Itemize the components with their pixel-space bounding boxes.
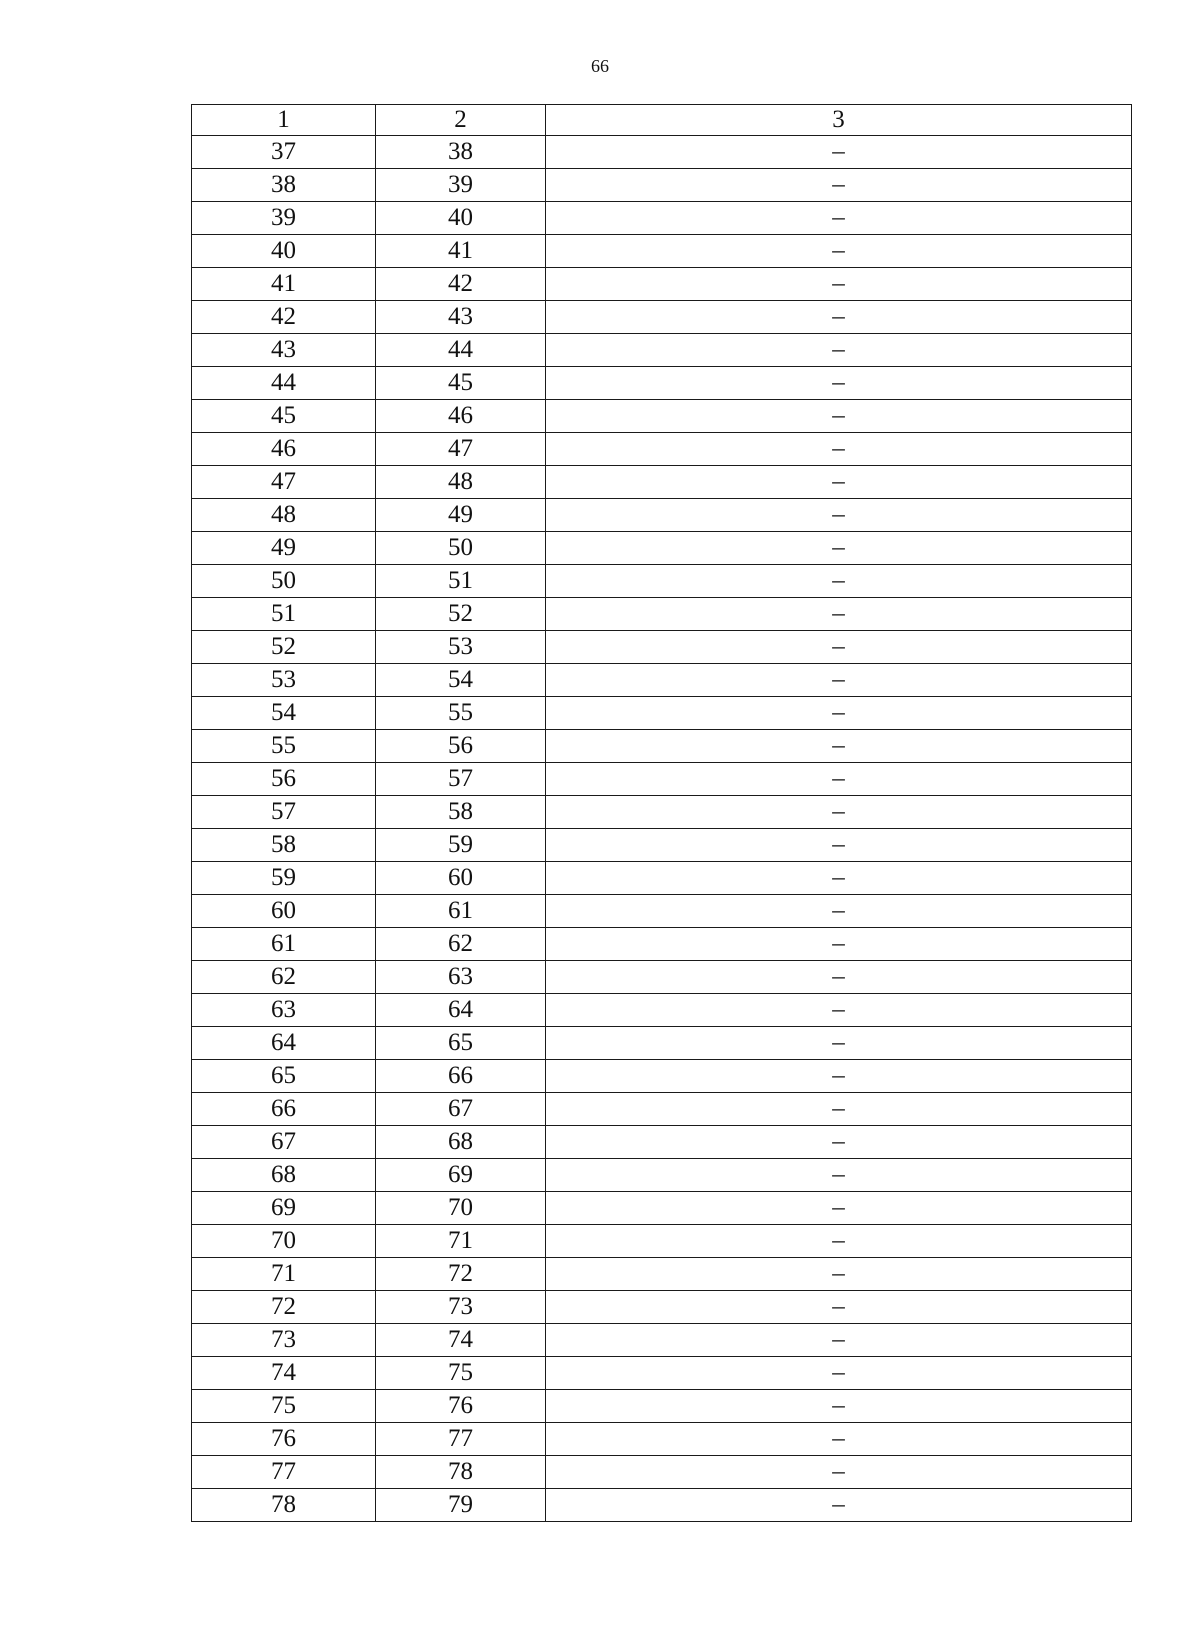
table-row <box>192 1027 1132 1060</box>
table-cell-col-1: 60 <box>192 895 376 928</box>
table-cell-col-3: – <box>546 466 1132 499</box>
table-row <box>192 1456 1132 1489</box>
table-cell-col-2: 73 <box>376 1291 546 1324</box>
table-row <box>192 1192 1132 1225</box>
table-cell-col-1: 42 <box>192 301 376 334</box>
table-cell-col-1: 51 <box>192 598 376 631</box>
table-row <box>192 235 1132 268</box>
table-cell-col-3: – <box>546 1258 1132 1291</box>
table-row <box>192 466 1132 499</box>
table-cell-col-1: 65 <box>192 1060 376 1093</box>
table-cell-col-2: 44 <box>376 334 546 367</box>
table-cell-col-2: 57 <box>376 763 546 796</box>
table-row <box>192 1291 1132 1324</box>
table-cell-col-3: – <box>546 565 1132 598</box>
table-row <box>192 301 1132 334</box>
table-row <box>192 1225 1132 1258</box>
table-cell-col-2: 78 <box>376 1456 546 1489</box>
table-row <box>192 400 1132 433</box>
table-cell-col-1: 50 <box>192 565 376 598</box>
table-cell-col-3: – <box>546 1456 1132 1489</box>
table-cell-col-1: 78 <box>192 1489 376 1522</box>
table-cell-col-3: – <box>546 730 1132 763</box>
table-cell-col-1: 63 <box>192 994 376 1027</box>
table-cell-col-2: 75 <box>376 1357 546 1390</box>
table-cell-col-2: 51 <box>376 565 546 598</box>
table-cell-col-1: 57 <box>192 796 376 829</box>
table-cell-col-2: 66 <box>376 1060 546 1093</box>
table-header <box>192 105 1132 136</box>
table-cell-col-2: 65 <box>376 1027 546 1060</box>
table-cell-col-2: 45 <box>376 367 546 400</box>
table-cell-col-1: 49 <box>192 532 376 565</box>
table-cell-col-2: 40 <box>376 202 546 235</box>
table-cell-col-3: – <box>546 862 1132 895</box>
table-cell-col-3: – <box>546 1357 1132 1390</box>
table-row <box>192 928 1132 961</box>
table-cell-col-1: 58 <box>192 829 376 862</box>
table-cell-col-2: 39 <box>376 169 546 202</box>
table-cell-col-2: 59 <box>376 829 546 862</box>
table-body <box>192 136 1132 1522</box>
table-cell-col-2: 49 <box>376 499 546 532</box>
table-row <box>192 763 1132 796</box>
table-row <box>192 829 1132 862</box>
table-row <box>192 796 1132 829</box>
table-cell-col-1: 69 <box>192 1192 376 1225</box>
table-cell-col-1: 74 <box>192 1357 376 1390</box>
table-cell-col-3: – <box>546 1489 1132 1522</box>
table-cell-col-1: 68 <box>192 1159 376 1192</box>
table-cell-col-2: 53 <box>376 631 546 664</box>
table-cell-col-3: – <box>546 1225 1132 1258</box>
table-cell-col-1: 55 <box>192 730 376 763</box>
table-cell-col-1: 66 <box>192 1093 376 1126</box>
table-row <box>192 136 1132 169</box>
table-row <box>192 598 1132 631</box>
column-header-3: 3 <box>546 105 1132 136</box>
table-cell-col-1: 76 <box>192 1423 376 1456</box>
table-cell-col-3: – <box>546 1027 1132 1060</box>
table-cell-col-1: 77 <box>192 1456 376 1489</box>
table-cell-col-1: 75 <box>192 1390 376 1423</box>
table-cell-col-3: – <box>546 334 1132 367</box>
table-cell-col-3: – <box>546 1060 1132 1093</box>
table-cell-col-2: 38 <box>376 136 546 169</box>
table-row <box>192 202 1132 235</box>
table-cell-col-3: – <box>546 598 1132 631</box>
table-cell-col-1: 39 <box>192 202 376 235</box>
table-cell-col-3: – <box>546 1291 1132 1324</box>
table-row <box>192 664 1132 697</box>
table-row <box>192 1093 1132 1126</box>
table-cell-col-3: – <box>546 796 1132 829</box>
table-cell-col-2: 54 <box>376 664 546 697</box>
table-cell-col-1: 59 <box>192 862 376 895</box>
table-row <box>192 1489 1132 1522</box>
table-cell-col-2: 76 <box>376 1390 546 1423</box>
table-cell-col-1: 53 <box>192 664 376 697</box>
table-cell-col-1: 71 <box>192 1258 376 1291</box>
table-cell-col-3: – <box>546 631 1132 664</box>
table-row <box>192 1258 1132 1291</box>
table-cell-col-2: 69 <box>376 1159 546 1192</box>
table-row <box>192 169 1132 202</box>
table-row <box>192 499 1132 532</box>
table-cell-col-2: 50 <box>376 532 546 565</box>
table-cell-col-3: – <box>546 235 1132 268</box>
table-cell-col-2: 55 <box>376 697 546 730</box>
table-cell-col-1: 62 <box>192 961 376 994</box>
table-cell-col-3: – <box>546 829 1132 862</box>
table-cell-col-1: 64 <box>192 1027 376 1060</box>
table-cell-col-2: 47 <box>376 433 546 466</box>
table-row <box>192 1126 1132 1159</box>
table-cell-col-3: – <box>546 301 1132 334</box>
table-cell-col-2: 42 <box>376 268 546 301</box>
table-cell-col-2: 60 <box>376 862 546 895</box>
table-row <box>192 895 1132 928</box>
table-row <box>192 532 1132 565</box>
table-cell-col-1: 44 <box>192 367 376 400</box>
table-cell-col-2: 74 <box>376 1324 546 1357</box>
table-cell-col-1: 61 <box>192 928 376 961</box>
table-row <box>192 862 1132 895</box>
table-cell-col-1: 52 <box>192 631 376 664</box>
table-cell-col-3: – <box>546 928 1132 961</box>
table-cell-col-3: – <box>546 1423 1132 1456</box>
table-row <box>192 334 1132 367</box>
table-cell-col-2: 67 <box>376 1093 546 1126</box>
table-row <box>192 433 1132 466</box>
table-cell-col-3: – <box>546 697 1132 730</box>
table-cell-col-2: 70 <box>376 1192 546 1225</box>
table-cell-col-3: – <box>546 1192 1132 1225</box>
column-header-1: 1 <box>192 105 376 136</box>
table-cell-col-1: 56 <box>192 763 376 796</box>
table-row <box>192 1060 1132 1093</box>
table-cell-col-3: – <box>546 367 1132 400</box>
table-cell-col-3: – <box>546 400 1132 433</box>
table-cell-col-2: 64 <box>376 994 546 1027</box>
table-row <box>192 1324 1132 1357</box>
table-row <box>192 1390 1132 1423</box>
table-cell-col-3: – <box>546 994 1132 1027</box>
table-cell-col-3: – <box>546 1390 1132 1423</box>
table-header-row <box>192 105 1132 136</box>
table-cell-col-1: 45 <box>192 400 376 433</box>
table-cell-col-3: – <box>546 1324 1132 1357</box>
table-row <box>192 1423 1132 1456</box>
table-cell-col-3: – <box>546 202 1132 235</box>
table-row <box>192 730 1132 763</box>
table-cell-col-3: – <box>546 136 1132 169</box>
table-row <box>192 268 1132 301</box>
table-cell-col-2: 72 <box>376 1258 546 1291</box>
table-cell-col-1: 54 <box>192 697 376 730</box>
table-cell-col-1: 73 <box>192 1324 376 1357</box>
data-table <box>191 104 1132 1522</box>
page-number: 66 <box>591 56 609 76</box>
table-cell-col-1: 72 <box>192 1291 376 1324</box>
table-cell-col-2: 46 <box>376 400 546 433</box>
table-cell-col-3: – <box>546 1159 1132 1192</box>
table-cell-col-3: – <box>546 895 1132 928</box>
table-cell-col-2: 52 <box>376 598 546 631</box>
table-cell-col-3: – <box>546 664 1132 697</box>
table-cell-col-2: 79 <box>376 1489 546 1522</box>
table-row <box>192 961 1132 994</box>
table-cell-col-2: 58 <box>376 796 546 829</box>
table-cell-col-3: – <box>546 763 1132 796</box>
table-cell-col-1: 40 <box>192 235 376 268</box>
table-cell-col-1: 37 <box>192 136 376 169</box>
table-cell-col-3: – <box>546 1093 1132 1126</box>
table-row <box>192 994 1132 1027</box>
table-cell-col-2: 71 <box>376 1225 546 1258</box>
table-cell-col-1: 67 <box>192 1126 376 1159</box>
table-row <box>192 1159 1132 1192</box>
table-cell-col-1: 46 <box>192 433 376 466</box>
table-cell-col-2: 61 <box>376 895 546 928</box>
table-cell-col-2: 68 <box>376 1126 546 1159</box>
table-cell-col-2: 63 <box>376 961 546 994</box>
table-row <box>192 697 1132 730</box>
table-cell-col-2: 56 <box>376 730 546 763</box>
table-cell-col-3: – <box>546 499 1132 532</box>
table-row <box>192 1357 1132 1390</box>
table-cell-col-2: 41 <box>376 235 546 268</box>
table-cell-col-1: 38 <box>192 169 376 202</box>
table-cell-col-2: 48 <box>376 466 546 499</box>
table-cell-col-3: – <box>546 1126 1132 1159</box>
table-cell-col-3: – <box>546 433 1132 466</box>
table-cell-col-1: 41 <box>192 268 376 301</box>
table-cell-col-3: – <box>546 169 1132 202</box>
table-row <box>192 631 1132 664</box>
table-cell-col-2: 43 <box>376 301 546 334</box>
table-row <box>192 367 1132 400</box>
table-cell-col-3: – <box>546 961 1132 994</box>
table-cell-col-2: 77 <box>376 1423 546 1456</box>
table-cell-col-1: 47 <box>192 466 376 499</box>
table-cell-col-3: – <box>546 532 1132 565</box>
table-cell-col-1: 70 <box>192 1225 376 1258</box>
table-cell-col-2: 62 <box>376 928 546 961</box>
table-cell-col-1: 43 <box>192 334 376 367</box>
column-header-2: 2 <box>376 105 546 136</box>
table-row <box>192 565 1132 598</box>
table-cell-col-1: 48 <box>192 499 376 532</box>
table-cell-col-3: – <box>546 268 1132 301</box>
data-table-container <box>191 104 1131 1522</box>
